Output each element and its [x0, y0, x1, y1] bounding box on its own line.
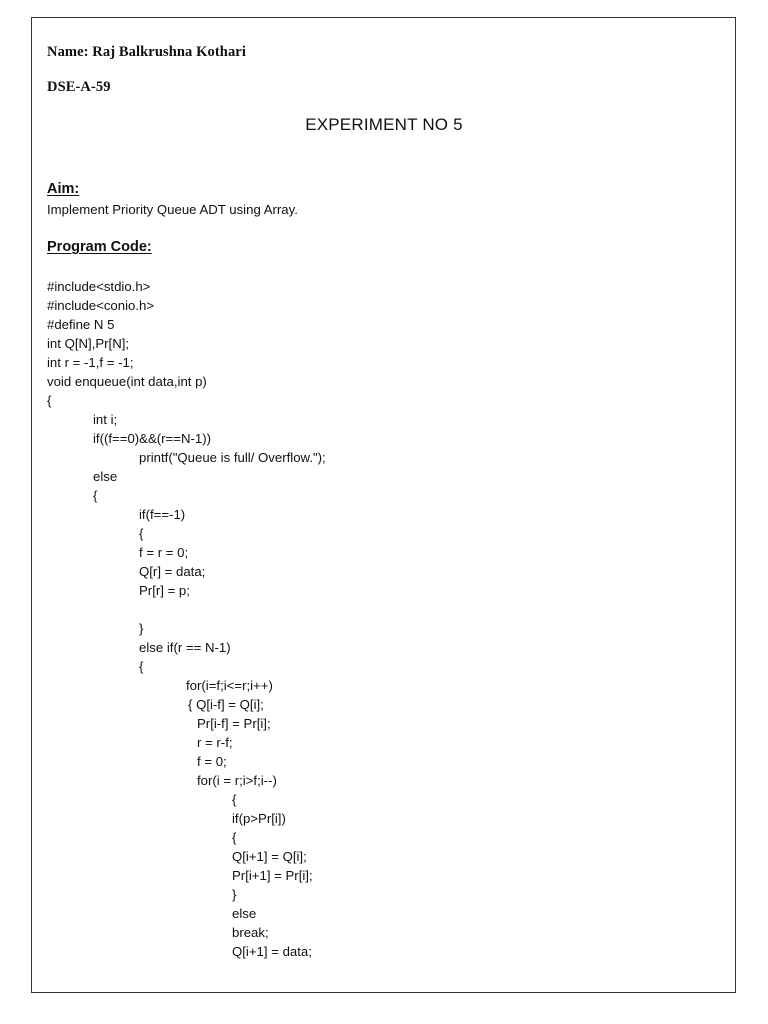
code-line: if(f==-1): [139, 507, 186, 522]
code-line: void enqueue(int data,int p): [47, 374, 207, 389]
code-line: for(i=f;i<=r;i++): [186, 678, 273, 693]
code-line: Pr[i+1] = Pr[i];: [232, 868, 313, 883]
page-title: EXPERIMENT NO 5: [305, 115, 463, 134]
code-line: else: [93, 469, 118, 484]
code-line: break;: [232, 925, 269, 940]
code-line: else: [232, 906, 257, 921]
code-line: int Q[N],Pr[N];: [47, 336, 130, 351]
code-line: if((f==0)&&(r==N-1)): [93, 431, 211, 446]
code-line: {: [139, 526, 144, 541]
code-line: {: [93, 488, 98, 503]
code-line: r = r-f;: [197, 735, 233, 750]
code-line: {: [232, 792, 237, 807]
code-line: Pr[r] = p;: [139, 583, 190, 598]
student-name: Name: Raj Balkrushna Kothari: [47, 44, 246, 60]
code-line: for(i = r;i>f;i--): [197, 773, 277, 788]
code-line: {: [139, 659, 144, 674]
code-line: printf("Queue is full/ Overflow.");: [139, 450, 326, 465]
code-line: #include<stdio.h>: [47, 279, 151, 294]
roll-number: DSE-A-59: [47, 79, 111, 95]
code-line: }: [139, 621, 144, 636]
code-line: { Q[i-f] = Q[i];: [188, 697, 264, 712]
aim-text: Implement Priority Queue ADT using Array.: [47, 202, 298, 217]
code-line: #define N 5: [47, 317, 115, 332]
code-line: {: [47, 393, 52, 408]
code-line: }: [232, 887, 237, 902]
code-line: f = r = 0;: [139, 545, 189, 560]
code-line: Q[r] = data;: [139, 564, 206, 579]
code-line: int i;: [93, 412, 118, 427]
aim-heading: Aim:: [47, 181, 80, 197]
code-line: Q[i+1] = Q[i];: [232, 849, 307, 864]
code-line: if(p>Pr[i]): [232, 811, 286, 826]
code-line: Q[i+1] = data;: [232, 944, 312, 959]
code-heading: Program Code:: [47, 239, 152, 255]
code-line: else if(r == N-1): [139, 640, 231, 655]
code-line: f = 0;: [197, 754, 227, 769]
code-line: #include<conio.h>: [47, 298, 155, 313]
code-line: {: [232, 830, 237, 845]
code-line: int r = -1,f = -1;: [47, 355, 134, 370]
code-line: Pr[i-f] = Pr[i];: [197, 716, 271, 731]
